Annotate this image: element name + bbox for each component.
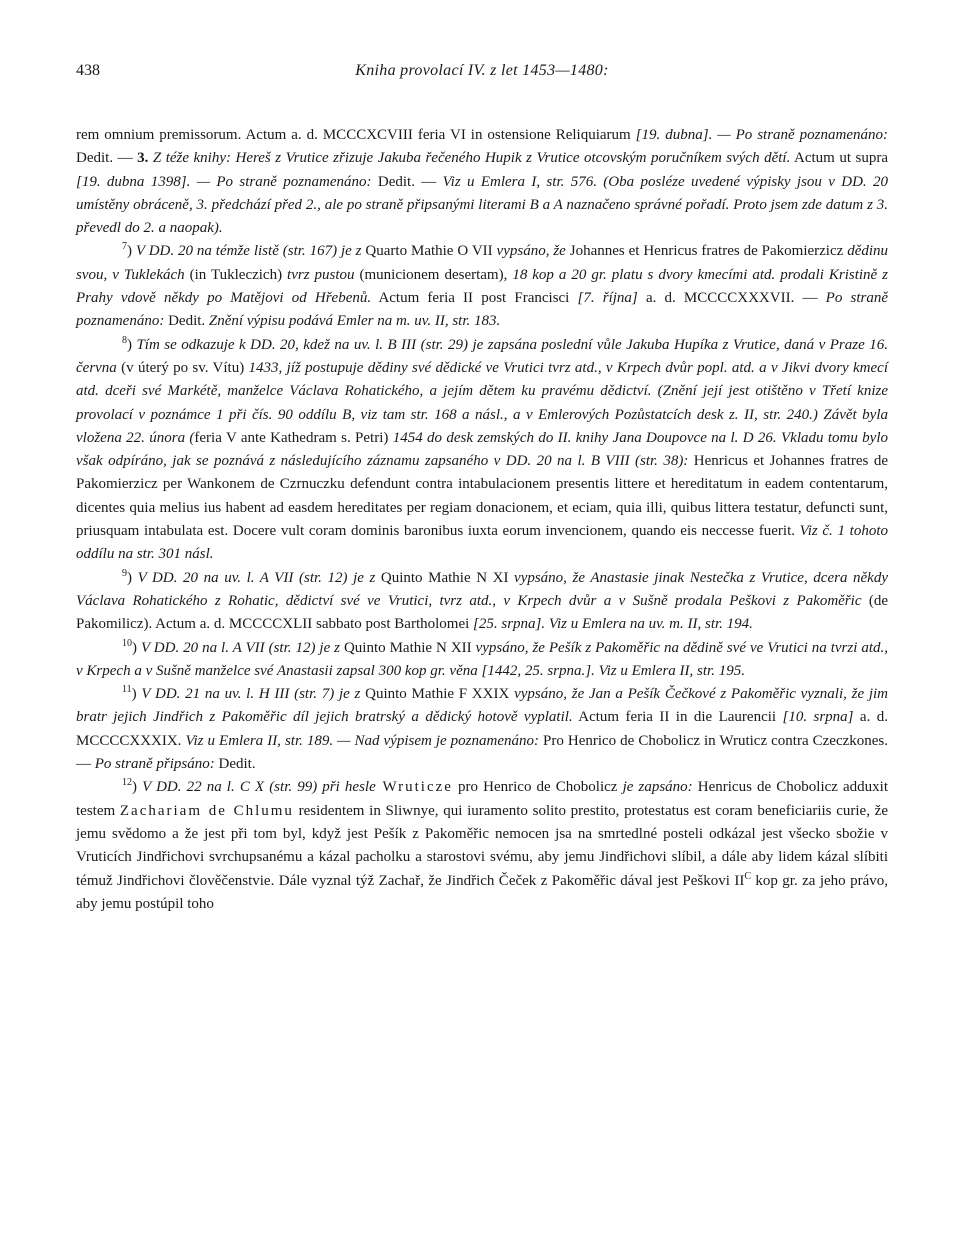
text-run: Quinto Mathie N XII [340,639,476,656]
text-run: Wruticze [375,779,453,796]
text-run: [7. října] [577,290,638,307]
text-run: [19. dubna]. — Po straně poznamenáno: [635,127,888,143]
text-run: Viz u Emlera II, str. 189. — Nad výpisem je poznamenáno: [185,732,539,749]
text-run: Po straně poznamenáno: [76,290,888,330]
text-run: C [744,870,751,882]
running-title: Kniha provolací IV. z let 1453—1480: [355,62,609,79]
text-run: ) [127,243,136,260]
text-run: Znění výpisu podává Emler na m. uv. II, str. 183. [208,313,501,330]
text-run: Dedit. — [76,150,138,167]
text-run: Actum feria II in die Laurencii [572,709,783,726]
text-run: Pro Henrico de Chobolicz in Wruticz contra Czeczkones. — [76,732,889,773]
text-run: vypsáno, že [496,243,566,260]
text-run: 8 [122,334,127,346]
footnote-8 [76,334,888,567]
text-run: Johannes et Henricus fratres de Pakomierzicz [565,243,848,260]
text-run: 1433, jíž postupuje dědiny své dědické ve Vrutici tvrz atd., v Krpech dvůr popl. atd. a v Jikvi dvory kmecí atd. dceři své Markétě, manželce Václava Rohatického, a jejím dětem ku pravému dědictví. (Znění její jest otištěno v Třetí knize provolací v poznámce 1 při čís. 90 oddílu B, viz tam str. 168 a násl., a v Emlerových Pozůstatcích desk z. II, str. 240.) Závět byla vložena 22. února ( [76,359,888,446]
text-run: Viz č. 1 tohoto oddílu na str. 301 násl. [76,523,888,563]
footnote-12 [76,776,888,916]
text-run: vypsáno, že Jan a Pešík Čečkové z Pakoměřic vyznali, že jim bratr jejich Jindřich z Pakoměřic díl jejich bratrský a dědický hotově vyplatil. [76,686,889,726]
text-run: Henricus et Johannes fratres de Pakomierzicz per Wankonem de Czrnuczku defendunt contra intabulacionem presentis littere et hereditatum in eadem contentarum, dicentes quia melius ius habent ad easdem hereditates per regiam donacionem, et eciam, quia illi, quibus littera testatur, defuncti sunt, priusquam intabulata est. Docere vult coram dominis baronibus iuxta eorum invencionem, quando eis neccesse fuerit. [76,453,888,540]
text-body [76,124,888,916]
text-run: Tím se odkazuje k DD. 20, kdež na uv. l. B III (str. 29) je zapsána poslední vůle Jakuba Hupíka z Vrutice, daná v Praze 16. června [76,336,888,376]
text-run: Zachariam de Chlumu [119,802,294,819]
text-run: (in Tukleczich) [184,266,288,283]
footnote-11 [76,683,888,776]
text-run: Z téže knihy: Hereš z Vrutice zřizuje Jakuba řečeného Hupik z Vrutice otcovským poručníkem svých dětí. [148,150,791,167]
text-run: [19. dubna 1398]. — Po straně poznamenáno: [76,173,372,190]
text-run: Quinto Mathie N XI [375,569,515,586]
text-run: 9 [122,567,127,579]
page-number: 438 [76,62,100,79]
text-run: a. d. MCCCCXXXIX. [76,709,888,749]
text-run: 7 [122,241,127,253]
text-run: je zapsáno: [622,779,693,796]
text-run: Viz u Emlera I, str. 576. (Oba posléze uvedené výpisky jsou v DD. 20 umístěny obráceně, 3. předchází před 2., ale po straně připsanými literami B a A naznačeno správné pořadí. Proto jsem zde datum z 3. převedl do 2. a naopak). [76,173,888,237]
text-run: dědinu svou, v Tuklekách [76,243,889,283]
text-run: 3. [137,150,149,167]
text-run: Quarto Mathie O VII [361,243,497,260]
page-header [76,62,888,86]
text-run: rem omnium premissorum. Actum a. d. MCCCXCVIII feria VI in ostensione Reliquiarum [76,127,636,143]
text-run: V DD. 21 na uv. l. H III (str. 7) je z [141,686,361,703]
text-run: V DD. 20 na uv. l. A VII (str. 12) je z [137,569,376,586]
text-run: (v úterý po sv. Vítu) [116,359,249,376]
text-run: pro Henrico de Chobolicz [452,779,623,796]
text-run: kop gr. za jeho právo, aby jemu postúpil toho [76,872,888,912]
page [76,62,888,916]
text-run: Dedit. — [371,173,443,190]
text-run: ) [127,336,137,353]
text-run: vypsáno, že Pešík z Pakoměřic na dědině své ve Vrutici na tvrzi atd., v Krpech a v Sušně manželce své Anastasii zapsal 300 kop gr. věna [1442, 25. srpna.]. Viz u Emlera II, str. 195. [76,639,889,679]
text-run: tvrz pustou [287,266,355,283]
text-run: [10. srpna] [782,709,854,726]
text-run: 1454 do desk zemských do II. knihy Jana Doupovce na l. D 26. Vkladu tomu bylo však odpíráno, jak se poznává z následujícího záznamu zapsaného v DD. 20 na l. B VIII (str. 38): [76,429,888,470]
text-run: 10 [122,637,132,649]
text-run: vypsáno, že Anastasie jinak Nestečka z Vrutice, dcera někdy Václava Rohatického z Rohatic, dědictví své ve Vrutici, tvrz atd., v Krpech dvůr a v Sušně prodala Peškovi z Pakoměřic [76,569,888,609]
text-run: Po straně připsáno: [94,756,215,773]
footnote-9 [76,567,888,637]
text-run: ) [127,569,138,586]
text-run: (de Pakomilicz). Actum a. d. MCCCCXLII sabbato post Bartholomei [76,592,888,633]
text-run: V DD. 20 na l. A VII (str. 12) je z [140,639,341,656]
text-run: ) [132,639,141,656]
text-run: Dedit. [214,756,256,773]
footnote-10 [76,637,888,684]
text-run: feria V ante Kathedram s. Petri) [194,429,393,446]
text-run: Henricus de Chobolicz adduxit testem [76,779,889,819]
text-run: 18 kop a 20 gr. platu s dvory kmecími atd. prodali Kristině z Prahy vdově někdy po Matějovi od Hřebenů. [76,266,889,307]
text-run: V DD. 22 na l. C X (str. 99) při hesle [142,779,376,796]
text-run: V DD. 20 na témže listě (str. 167) je z [135,243,362,260]
footnote-7 [76,240,888,333]
paragraph-continuation [76,124,888,240]
text-run: 12 [122,777,132,789]
text-run: a. d. MCCCCXXXVII. — [637,290,826,307]
text-run: (municionem desertam), [354,266,513,283]
text-run: 11 [122,684,132,696]
text-run: Dedit. [164,313,209,330]
text-run: Quinto Mathie F XXIX [360,686,515,703]
text-run: Actum feria II post Francisci [371,290,578,307]
text-run: [25. srpna]. Viz u Emlera na uv. m. II, str. 194. [473,616,753,633]
text-run: residentem in Sliwnye, qui iuramento solito prestito, protestatus est coram beneficiariis curie, že jemu svědomo a že jest při tom byl, když jest Pešík z Pakoměřic nemocen jsa na smrtedlné posteli odkázal jest všecko sbožie v Vruticích Jindřichovi svrchupsanému a kázal pacholku a starostovi svému, aby jemu Jindřichovi slíbil, a dále aby lidem kázal slíbiti témuž Jindřichovi člověčenstvie. Dále vyznal týž Zachař, že Jindřich Čeček z Pakoměřic dával jest Peškovi II [76,802,888,889]
text-run: ) [131,686,142,703]
text-run: ) [132,779,143,796]
text-run: Actum ut supra [790,150,889,167]
